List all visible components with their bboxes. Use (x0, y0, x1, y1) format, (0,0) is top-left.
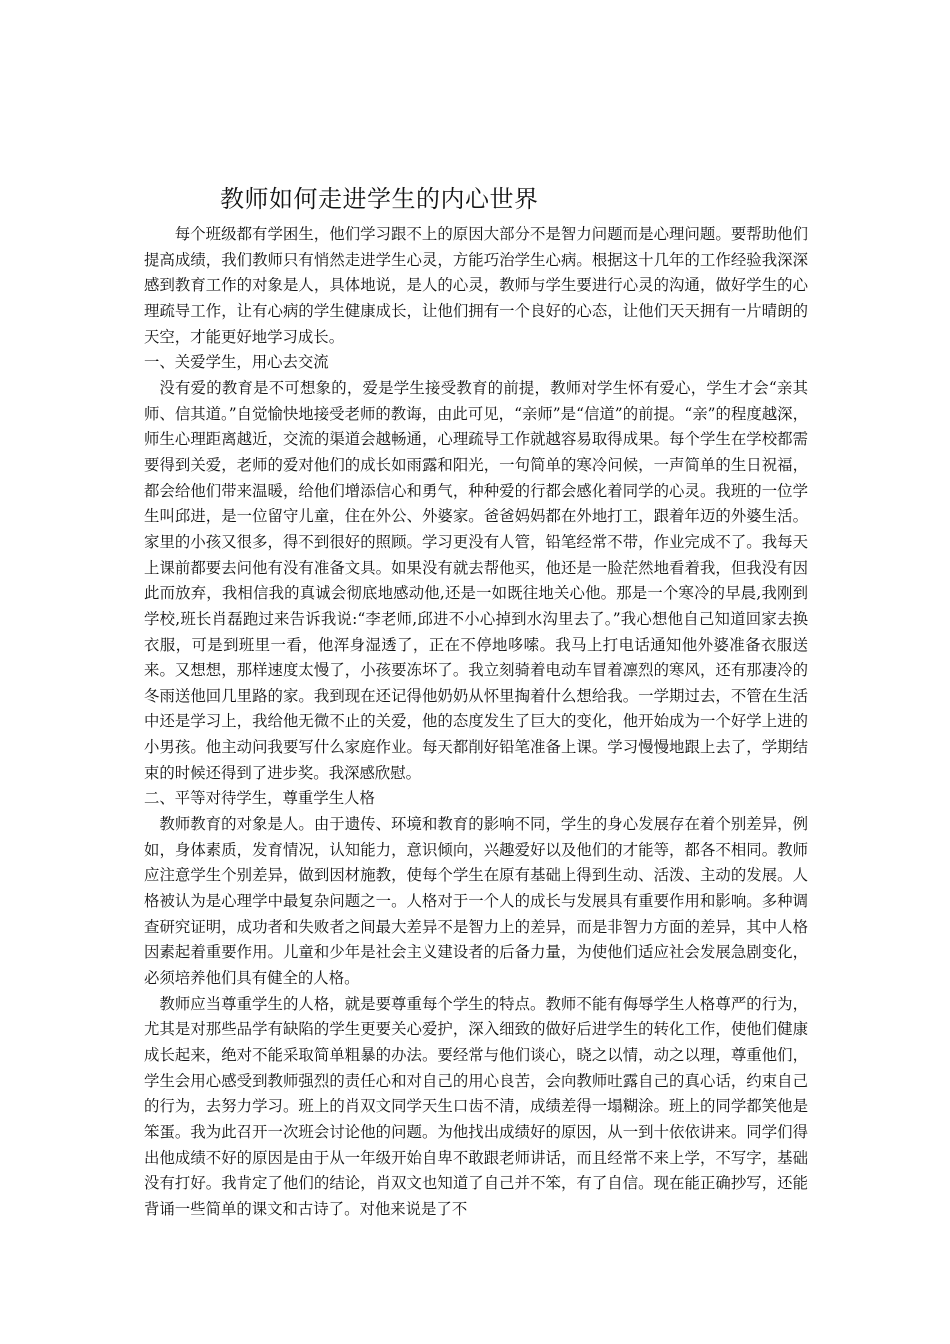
intro-paragraph: 每个班级都有学困生，他们学习跟不上的原因大部分不是智力问题而是心理问题。要帮助他们提高成绩，我们教师只有悄然走进学生心灵，方能巧治学生心病。根据这十几年的工作经验我深深感到教育工作的对象是人，具体地说，是人的心灵，教师与学生要进行心灵的沟通，做好学生的心理疏导工作，让有心病的学生健康成长，让他们拥有一个良好的心态，让他们天天拥有一片晴朗的天空，才能更好地学习成长。 (144, 225, 808, 346)
section-2-paragraph-1: 教师教育的对象是人。由于遗传、环境和教育的影响不同，学生的身心发展存在着个别差异，例如，身体素质，发育情况，认知能力，意识倾向，兴趣爱好以及他们的才能等，都各不相同。教师应注意学生个别差异，做到因材施教，使每个学生在原有基础上得到生动、活泼、主动的发展。人格被认为是心理学中最复杂问题之一。人格对于一个人的成长与发展具有重要作用和影响。多种调查研究证明，成功者和失败者之间最大差异不是智力上的差异，而是非智力方面的差异，其中人格因素起着重要作用。儿童和少年是社会主义建设者的后备力量，为使他们适应社会发展急剧变化，必须培养他们具有健全的人格。 (144, 815, 808, 988)
section-2-paragraph-2: 教师应当尊重学生的人格，就是要尊重每个学生的特点。教师不能有侮辱学生人格尊严的行为，尤其是对那些品学有缺陷的学生更要关心爱护，深入细致的做好后进学生的转化工作，使他们健康成长起来，绝对不能采取简单粗暴的办法。要经常与他们谈心，晓之以情，动之以理，尊重他们，学生会用心感受到教师强烈的责任心和对自己的用心良苦，会向教师吐露自己的真心话，约束自己的行为，去努力学习。班上的肖双文同学天生口齿不清，成绩差得一塌糊涂。班上的同学都笑他是笨蛋。我为此召开一次班会讨论他的问题。为他找出成绩好的原因，从一到十依依讲来。同学们得出他成绩不好的原因是由于从一年级开始自卑不敢跟老师讲话，而且经常不来上学，不写字，基础没有打好。我肯定了他们的结论，肖双文也知道了自己并不笨，有了自信。现在能正确抄写，还能背诵一些简单的课文和古诗了。对他来说是了不 (144, 994, 808, 1218)
section-2-heading: 二、平等对待学生，尊重学生人格 (144, 789, 375, 808)
section-1-heading: 一、关爱学生，用心去交流 (144, 353, 329, 372)
document-title: 教师如何走进学生的内心世界 (220, 185, 539, 213)
document-body (144, 222, 808, 1223)
section-1-paragraph: 没有爱的教育是不可想象的，爱是学生接受教育的前提，教师对学生怀有爱心，学生才会“亲其师、信其道。”自觉愉快地接受老师的教诲，由此可见，“亲师”是“信道”的前提。“亲”的程度越深，师生心理距离越近，交流的渠道会越畅通，心理疏导工作就越容易取得成果。每个学生在学校都需要得到关爱，老师的爱对他们的成长如雨露和阳光，一句简单的寒冷问候，一声简单的生日祝福，都会给他们带来温暖，给他们增添信心和勇气，种种爱的行都会感化着同学的心灵。我班的一位学生叫邱进，是一位留守儿童，住在外公、外婆家。爸爸妈妈都在外地打工，跟着年迈的外婆生活。家里的小孩又很多，得不到很好的照顾。学习更没有人管，铅笔经常不带，作业完成不了。我每天上课前都要去问他有没有准备文具。如果没有就去帮他买，他还是一脸茫然地看着我，但我没有因此而放弃，我相信我的真诚会彻底地感动他,还是一如既往地关心他。那是一个寒冷的早晨,我刚到学校,班长肖磊跑过来告诉我说:“李老师,邱进不小心掉到水沟里去了。”我心想他自己知道回家去换衣服，可是到班里一看，他浑身湿透了，正在不停地哆嗦。我马上打电话通知他外婆准备衣服送来。又想想，那样速度太慢了，小孩要冻坏了。我立刻骑着电动车冒着凛烈的寒风，还有那凄冷的冬雨送他回几里路的家。我到现在还记得他奶奶从怀里掏着什么想给我。一学期过去，不管在生活中还是学习上，我给他无微不止的关爱，他的态度发生了巨大的变化，他开始成为一个好学上进的小男孩。他主动问我要写什么家庭作业。每天都削好铅笔准备上课。学习慢慢地跟上去了，学期结束的时候还得到了进步奖。我深感欣慰。 (144, 378, 808, 782)
